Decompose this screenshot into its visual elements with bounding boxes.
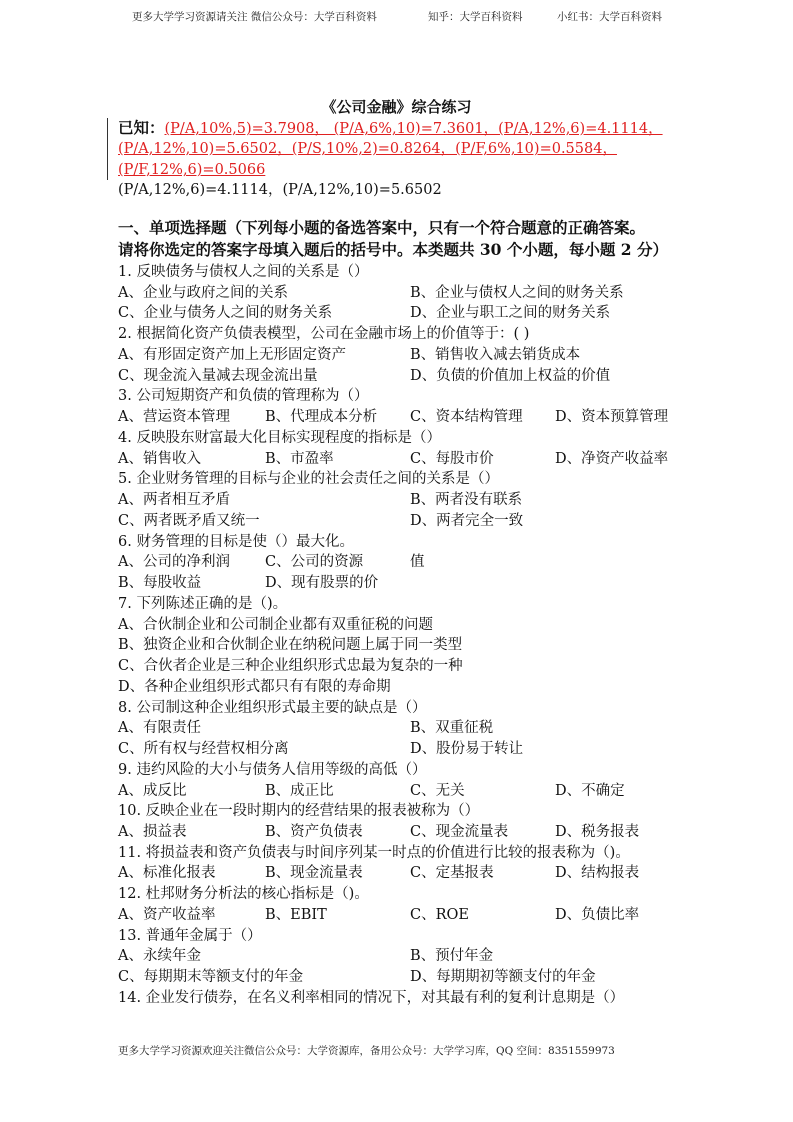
question-6-option: A、公司的净利润: [118, 554, 230, 571]
known-line-2: (P/A,12%,10)=5.6502，(P/S,10%,2)=0.8264，(P/F,6%,10)=0.5584，: [118, 141, 617, 157]
question-3-option: B、代理成本分析: [265, 409, 378, 426]
question-11-option: D、结构报表: [555, 865, 640, 882]
question-3-option: D、资本预算管理: [555, 409, 669, 426]
question-5-option: D、两者完全一致: [410, 512, 524, 529]
question-2: 2. 根据简化资产负债表模型，公司在金融市场上的价值等于：( ): [118, 326, 530, 343]
question-3-option: C、资本结构管理: [410, 409, 523, 426]
question-8: 8. 公司制这种企业组织形式最主要的缺点是（）: [118, 699, 427, 716]
document-title: 《公司金融》综合练习: [321, 98, 472, 116]
question-5: 5. 企业财务管理的目标与企业的社会责任之间的关系是（）: [118, 471, 499, 488]
question-10-option: D、税务报表: [555, 823, 640, 840]
footer: 更多大学学习资源欢迎关注微信公众号：大学资源库，备用公众号：大学学习库，QQ 空间：8351559973: [118, 1045, 615, 1057]
question-3: 3. 公司短期资产和负债的管理称为（）: [118, 388, 369, 405]
question-5-option: C、两者既矛盾又统一: [118, 512, 260, 529]
question-4: 4. 反映股东财富最大化目标实现程度的指标是（）: [118, 429, 441, 446]
question-11-option: B、现金流量表: [265, 865, 363, 882]
question-11: 11. 将损益表和资产负债表与时间序列某一时点的价值进行比较的报表称为（)。: [118, 844, 630, 861]
known-line-4: (P/A,12%,6)=4.1114，(P/A,12%,10)=5.6502: [118, 182, 442, 198]
question-14: 14. 企业发行债券，在名义利率相同的情况下，对其最有利的复利计息期是（）: [118, 989, 625, 1006]
question-13: 13. 普通年金属于（）: [118, 927, 262, 944]
question-1-option: D、企业与职工之间的财务关系: [410, 305, 611, 322]
question-2-option: B、销售收入减去销货成本: [410, 346, 581, 363]
question-6-option: 值: [410, 554, 425, 571]
question-5-option: A、两者相互矛盾: [118, 492, 230, 509]
question-6-option: C、公司的资源: [265, 554, 364, 571]
question-11-option: A、标准化报表: [118, 865, 216, 882]
question-4-option: C、每股市价: [410, 450, 494, 467]
question-7: 7. 下列陈述正确的是（)。: [118, 595, 288, 612]
question-8-option: C、所有权与经营权相分离: [118, 741, 289, 758]
question-1-option: A、企业与政府之间的关系: [118, 284, 288, 301]
question-12: 12. 杜邦财务分析法的核心指标是（)。: [118, 886, 369, 903]
question-8-option: D、股份易于转让: [410, 741, 524, 758]
section-heading-2: 请将你选定的答案字母填入题后的括号中。本类题共 30 个小题，每小题 2 分）: [118, 240, 668, 259]
header-zhihu: 知乎：大学百科资料: [428, 11, 523, 23]
question-2-option: C、现金流入量减去现金流出量: [118, 367, 318, 384]
question-2-option: A、有形固定资产加上无形固定资产: [118, 346, 346, 363]
question-7-option: C、合伙者企业是三种企业组织形式忠最为复杂的一种: [118, 658, 463, 675]
question-13-option: B、预付年金: [410, 948, 494, 965]
question-10-option: A、损益表: [118, 823, 187, 840]
question-3-option: A、营运资本管理: [118, 409, 230, 426]
question-10-option: B、资产负债表: [265, 823, 363, 840]
question-9: 9. 违约风险的大小与债务人信用等级的高低（）: [118, 761, 427, 778]
section-heading-1: 一、单项选择题（下列每小题的备选答案中，只有一个符合题意的正确答案。: [118, 218, 646, 237]
question-11-option: C、定基报表: [410, 865, 494, 882]
question-4-option: B、市盈率: [265, 450, 334, 467]
question-12-option: A、资产收益率: [118, 906, 216, 923]
question-7-option: A、合伙制企业和公司制企业都有双重征税的问题: [118, 616, 433, 633]
question-9-option: A、成反比: [118, 782, 187, 799]
question-10: 10. 反映企业在一段时期内的经营结果的报表被称为（）: [118, 803, 480, 820]
question-12-option: B、EBIT: [265, 906, 327, 923]
question-6: 6. 财务管理的目标是使（）最大化。: [118, 533, 354, 550]
question-2-option: D、负债的价值加上权益的价值: [410, 367, 611, 384]
question-1-option: C、企业与债务人之间的财务关系: [118, 305, 333, 322]
question-13-option: C、每期期末等额支付的年金: [118, 969, 304, 986]
question-1-option: B、企业与债权人之间的财务关系: [410, 284, 624, 301]
question-10-option: C、现金流量表: [410, 823, 509, 840]
question-4-option: A、销售收入: [118, 450, 201, 467]
question-8-option: A、有限责任: [118, 720, 201, 737]
question-9-option: C、无关: [410, 782, 465, 799]
question-6-option: D、现有股票的价: [265, 575, 379, 592]
revision-bar: [107, 118, 108, 180]
question-9-option: B、成正比: [265, 782, 334, 799]
header-xiaohongshu: 小红书：大学百科资料: [557, 11, 662, 23]
question-7-option: D、各种企业组织形式都只有有限的寿命期: [118, 678, 391, 695]
question-12-option: D、负债比率: [555, 906, 640, 923]
known-label: 已知：: [118, 118, 165, 137]
question-6-option: B、每股收益: [118, 575, 202, 592]
header-wechat: 更多大学学习资源请关注 微信公众号：大学百科资料: [132, 11, 377, 23]
question-12-option: C、ROE: [410, 906, 469, 923]
known-line-3: (P/F,12%,6)=0.5066: [118, 162, 266, 178]
question-13-option: D、每期期初等额支付的年金: [410, 969, 596, 986]
question-5-option: B、两者没有联系: [410, 492, 523, 509]
known-line-1: (P/A,10%,5)=3.7908， (P/A,6%,10)=7.3601，(P/A,12%,6)=4.1114，: [164, 121, 663, 137]
question-9-option: D、不确定: [555, 782, 625, 799]
question-8-option: B、双重征税: [410, 720, 494, 737]
question-1: 1. 反映债务与债权人之间的关系是（）: [118, 264, 369, 280]
question-13-option: A、永续年金: [118, 948, 201, 965]
question-7-option: B、独资企业和合伙制企业在纳税问题上属于同一类型: [118, 637, 463, 654]
question-4-option: D、净资产收益率: [555, 450, 669, 467]
